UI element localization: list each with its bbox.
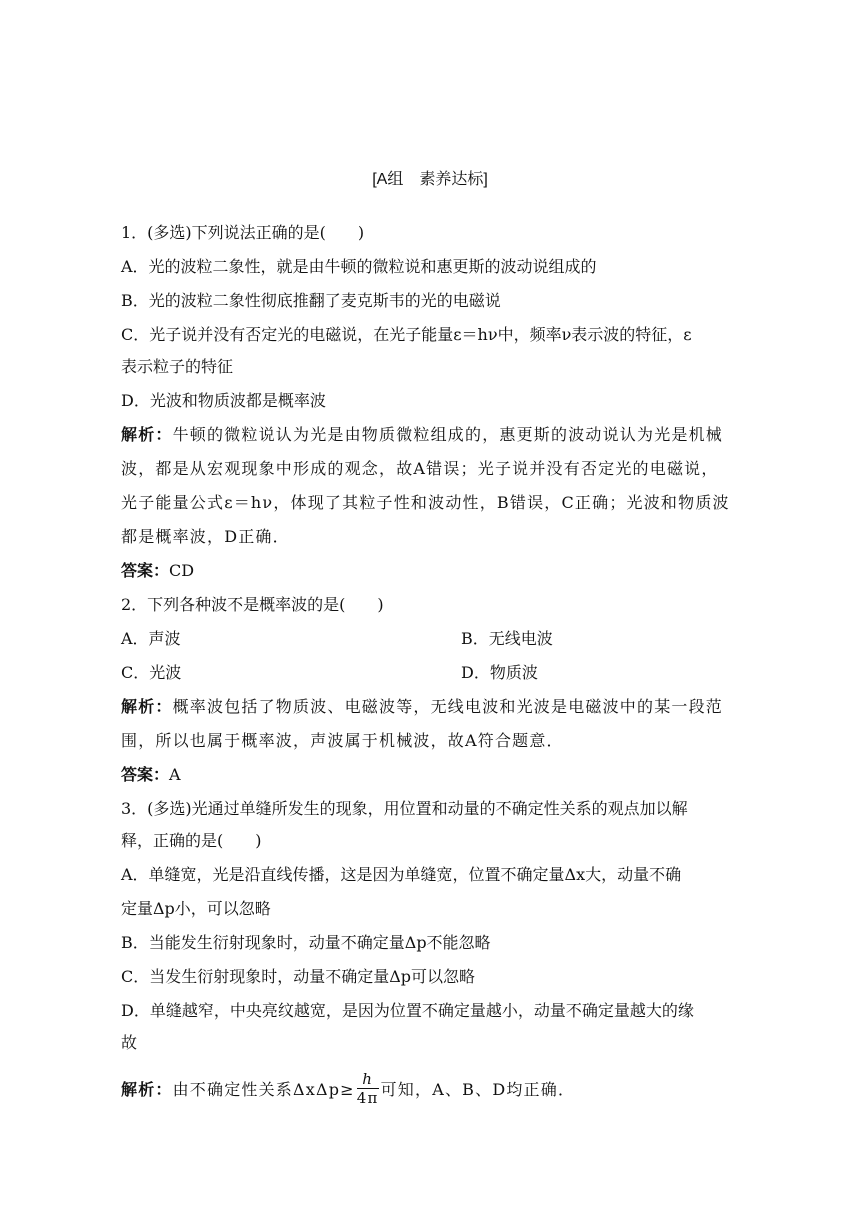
question-2-option-b: B．无线电波 bbox=[461, 629, 553, 648]
question-3-option-a-line-2: 定量Δp小，可以忽略 bbox=[121, 899, 271, 918]
answer-value: A bbox=[169, 765, 181, 784]
explanation-label: 解析： bbox=[121, 425, 173, 444]
question-3-option-d-line-1: D．单缝越窄，中央亮纹越宽，是因为位置不确定量越小，动量不确定量越大的缘 bbox=[121, 1001, 694, 1020]
question-3-option-a-line-1: A．单缝宽，光是沿直线传播，这是因为单缝宽，位置不确定量Δx大，动量不确 bbox=[121, 865, 682, 884]
question-3-option-b: B．当能发生衍射现象时，动量不确定量Δp不能忽略 bbox=[121, 933, 491, 952]
question-1-option-c-line-1: C．光子说并没有否定光的电磁说，在光子能量ε＝hν中，频率ν表示波的特征，ε bbox=[121, 325, 692, 344]
question-3-stem-line-1: 3．(多选)光通过单缝所发生的现象，用位置和动量的不确定性关系的观点加以解 bbox=[121, 799, 688, 818]
explanation-label: 解析： bbox=[121, 697, 173, 716]
section-title: [A组 素养达标] bbox=[372, 171, 488, 188]
explanation-text-before-fraction: 由不确定性关系ΔxΔp≥ bbox=[172, 1080, 355, 1099]
answer-label: 答案： bbox=[121, 561, 170, 580]
question-2-stem: 2．下列各种波不是概率波的是( ) bbox=[121, 595, 384, 614]
question-2-explanation-line-2: 围，所以也属于概率波，声波属于机械波，故A符合题意． bbox=[121, 731, 564, 750]
question-2-option-d: D．物质波 bbox=[461, 663, 538, 682]
question-1-explanation-line-1 bbox=[121, 424, 741, 446]
question-1-option-d: D．光波和物质波都是概率波 bbox=[121, 391, 326, 410]
question-2-answer bbox=[121, 764, 741, 786]
question-1-option-a: A．光的波粒二象性，就是由牛顿的微粒说和惠更斯的波动说组成的 bbox=[121, 257, 597, 276]
question-3-option-d-line-2: 故 bbox=[121, 1033, 138, 1052]
answer-label: 答案： bbox=[121, 765, 170, 784]
fraction-h-over-4pi bbox=[357, 1070, 379, 1107]
fraction-denominator: 4π bbox=[356, 1089, 379, 1107]
question-1-stem: 1．(多选)下列说法正确的是( ) bbox=[121, 223, 365, 242]
answer-value: CD bbox=[169, 561, 195, 580]
question-3-option-c: C．当发生衍射现象时，动量不确定量Δp可以忽略 bbox=[121, 967, 476, 986]
question-3-explanation bbox=[121, 1072, 741, 1109]
question-1-explanation-line-2: 波，都是从宏观现象中形成的观念，故A错误；光子说并没有否定光的电磁说， bbox=[121, 459, 719, 478]
explanation-text: 牛顿的微粒说认为光是由物质微粒组成的，惠更斯的波动说认为光是机械 bbox=[172, 425, 724, 444]
question-1-explanation-line-4: 都是概率波，D正确． bbox=[121, 527, 290, 546]
question-1-option-b: B．光的波粒二象性彻底推翻了麦克斯韦的光的电磁说 bbox=[121, 291, 501, 310]
question-2-option-a: A．声波 bbox=[121, 629, 181, 648]
question-3-stem-line-2: 释，正确的是( ) bbox=[121, 831, 262, 850]
question-1-answer bbox=[121, 560, 741, 582]
explanation-text-after-fraction: 可知，A、B、D均正确． bbox=[380, 1080, 576, 1099]
question-2-explanation-line-1 bbox=[121, 696, 741, 718]
explanation-text: 概率波包括了物质波、电磁波等，无线电波和光波是电磁波中的某一段范 bbox=[172, 697, 724, 716]
question-1-option-c-line-2: 表示粒子的特征 bbox=[121, 357, 234, 376]
question-1-explanation-line-3: 光子能量公式ε＝hν，体现了其粒子性和波动性，B错误，C正确；光波和物质波 bbox=[121, 493, 730, 512]
explanation-label: 解析： bbox=[121, 1080, 173, 1099]
question-2-option-c: C．光波 bbox=[121, 663, 182, 682]
fraction-numerator: h bbox=[357, 1070, 379, 1089]
